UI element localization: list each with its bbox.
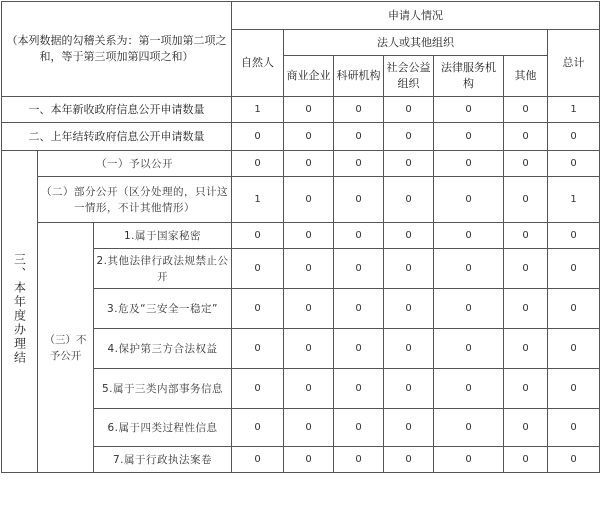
table-cell: 0	[384, 409, 434, 447]
table-cell: 0	[334, 409, 384, 447]
refuse-group-label: （三）不予公开	[38, 223, 94, 473]
table-cell: 0	[284, 447, 334, 473]
table-cell: 0	[384, 151, 434, 177]
refuse-item-label: 3.危及“三安全一稳定”	[94, 289, 232, 329]
total-header: 总计	[548, 30, 600, 97]
table-cell: 1	[232, 177, 284, 223]
row-label-publish: （一）予以公开	[38, 151, 232, 177]
section3-label-cell	[2, 151, 38, 473]
section3-label: 三、本年度办理结	[12, 253, 27, 365]
table-cell: 0	[504, 329, 548, 369]
table-row	[2, 97, 600, 123]
table-cell: 0	[548, 369, 600, 409]
table-cell: 0	[434, 123, 504, 151]
table-cell: 0	[504, 151, 548, 177]
table-cell: 0	[504, 369, 548, 409]
table-cell: 0	[384, 369, 434, 409]
table-cell: 0	[334, 447, 384, 473]
table-cell: 0	[384, 223, 434, 249]
table-cell: 0	[232, 249, 284, 289]
table-row	[2, 223, 600, 249]
table-cell: 0	[504, 447, 548, 473]
table-cell: 0	[434, 151, 504, 177]
table-cell: 0	[548, 249, 600, 289]
table-cell: 0	[434, 289, 504, 329]
refuse-item-label: 5.属于三类内部事务信息	[94, 369, 232, 409]
table-cell: 0	[284, 329, 334, 369]
table-cell: 1	[548, 97, 600, 123]
table-cell: 0	[384, 447, 434, 473]
table-cell: 0	[334, 289, 384, 329]
table-cell: 0	[548, 289, 600, 329]
refuse-item-label: 6.属于四类过程性信息	[94, 409, 232, 447]
table-cell: 0	[384, 249, 434, 289]
table-cell: 0	[504, 223, 548, 249]
table-cell: 0	[232, 289, 284, 329]
refuse-item-label: 7.属于行政执法案卷	[94, 447, 232, 473]
table-cell: 0	[434, 249, 504, 289]
table-cell: 0	[232, 123, 284, 151]
table-cell: 0	[548, 123, 600, 151]
table-cell: 1	[548, 177, 600, 223]
row-label-partial: （二）部分公开（区分处理的，只计这一情形，不计其他情形）	[38, 177, 232, 223]
table-cell: 0	[334, 223, 384, 249]
legal-service-header: 法律服务机构	[434, 56, 504, 97]
table-cell: 0	[434, 97, 504, 123]
table-cell: 0	[334, 151, 384, 177]
table-cell: 0	[284, 151, 334, 177]
table-cell: 0	[384, 329, 434, 369]
refuse-item-label: 4.保护第三方合法权益	[94, 329, 232, 369]
row-label-carry-over: 二、上年结转政府信息公开申请数量	[2, 123, 232, 151]
table-cell: 0	[504, 249, 548, 289]
table-cell: 0	[434, 177, 504, 223]
table-cell: 0	[334, 329, 384, 369]
table-cell: 0	[434, 409, 504, 447]
refuse-item-label: 1.属于国家秘密	[94, 223, 232, 249]
table-cell: 0	[334, 123, 384, 151]
table-cell: 0	[434, 223, 504, 249]
table-cell: 0	[548, 409, 600, 447]
other-header: 其他	[504, 56, 548, 97]
table-cell: 0	[284, 177, 334, 223]
table-cell: 0	[284, 369, 334, 409]
table-cell: 1	[232, 97, 284, 123]
row-label-new-requests: 一、本年新收政府信息公开申请数量	[2, 97, 232, 123]
table-cell: 0	[232, 369, 284, 409]
table-cell: 0	[384, 123, 434, 151]
gov-info-disclosure-table	[1, 1, 600, 473]
table-cell: 0	[284, 123, 334, 151]
research-header: 科研机构	[334, 56, 384, 97]
social-header: 社会公益组织	[384, 56, 434, 97]
table-cell: 0	[284, 249, 334, 289]
table-cell: 0	[384, 177, 434, 223]
table-cell: 0	[232, 329, 284, 369]
table-cell: 0	[548, 223, 600, 249]
table-cell: 0	[504, 177, 548, 223]
table-cell: 0	[504, 409, 548, 447]
table-cell: 0	[384, 289, 434, 329]
table-cell: 0	[232, 409, 284, 447]
table-row	[2, 151, 600, 177]
business-header: 商业企业	[284, 56, 334, 97]
table-cell: 0	[434, 369, 504, 409]
table-cell: 0	[232, 447, 284, 473]
table-cell: 0	[548, 329, 600, 369]
table-cell: 0	[504, 97, 548, 123]
table-row	[2, 123, 600, 151]
table-cell: 0	[232, 223, 284, 249]
refuse-item-label: 2.其他法律行政法规禁止公开	[94, 249, 232, 289]
table-note: （本列数据的勾稽关系为：第一项加第二项之和，等于第三项加第四项之和）	[2, 2, 232, 97]
natural-person-header: 自然人	[232, 30, 284, 97]
table-cell: 0	[334, 249, 384, 289]
table-cell: 0	[504, 289, 548, 329]
legal-group-header: 法人或其他组织	[284, 30, 548, 56]
table-cell: 0	[284, 223, 334, 249]
table-cell: 0	[434, 329, 504, 369]
table-cell: 0	[434, 447, 504, 473]
table-cell: 0	[384, 97, 434, 123]
table-cell: 0	[548, 447, 600, 473]
table-cell: 0	[504, 123, 548, 151]
table-cell: 0	[284, 289, 334, 329]
table-row	[2, 177, 600, 223]
table-cell: 0	[548, 151, 600, 177]
table-cell: 0	[232, 151, 284, 177]
applicant-status-header: 申请人情况	[232, 2, 600, 30]
table-cell: 0	[284, 409, 334, 447]
table-cell: 0	[334, 177, 384, 223]
table-cell: 0	[284, 97, 334, 123]
table-cell: 0	[334, 97, 384, 123]
table-cell: 0	[334, 369, 384, 409]
